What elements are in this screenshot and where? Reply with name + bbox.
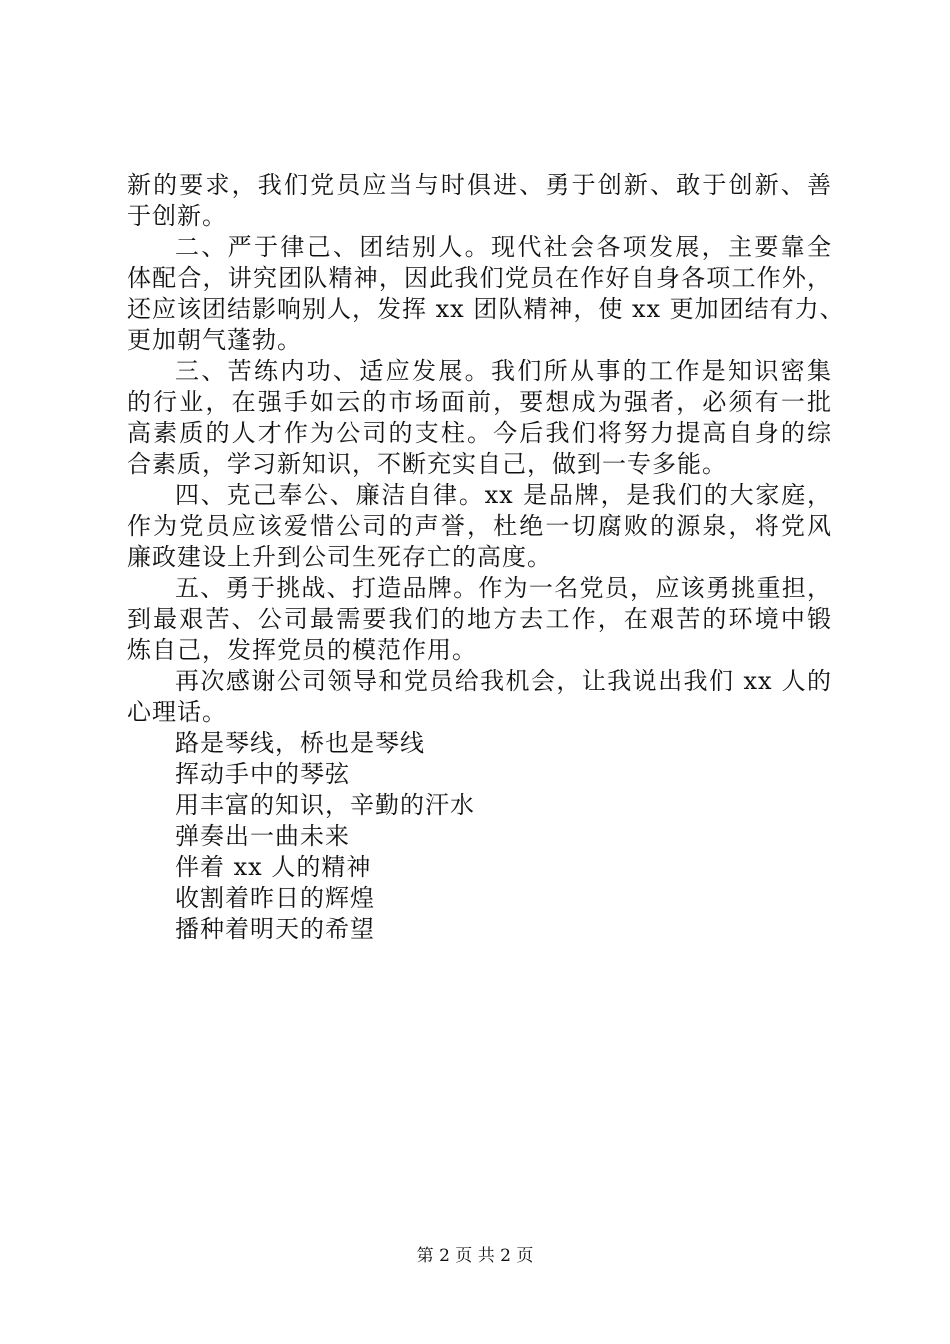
paragraph-line: 再次感谢公司领导和党员给我机会，让我说出我们 xx 人的 [175, 667, 832, 695]
paragraph-line: 心理话。 [127, 698, 227, 726]
paragraph-line: 作为党员应该爱惜公司的声誉，杜绝一切腐败的源泉，将党风 [127, 512, 832, 540]
paragraph-line: 二、严于律己、团结别人。现代社会各项发展，主要靠全 [175, 233, 832, 261]
paragraph-line: 四、克己奉公、廉洁自律。xx 是品牌，是我们的大家庭， [175, 481, 832, 509]
poem-line: 用丰富的知识，辛勤的汗水 [175, 791, 475, 819]
paragraph-line: 三、苦练内功、适应发展。我们所从事的工作是知识密集 [175, 357, 832, 385]
poem-line: 弹奏出一曲未来 [175, 822, 350, 850]
paragraph-line: 体配合，讲究团队精神，因此我们党员在作好自身各项工作外， [127, 264, 832, 292]
paragraph-line: 炼自己，发挥党员的模范作用。 [127, 636, 477, 664]
paragraph-line: 五、勇于挑战、打造品牌。作为一名党员，应该勇挑重担， [175, 574, 832, 602]
page-number-footer: 第 2 页 共 2 页 [416, 1246, 534, 1266]
paragraph-line: 还应该团结影响别人，发挥 xx 团队精神，使 xx 更加团结有力、 [127, 295, 845, 323]
document-body [127, 170, 845, 945]
paragraph-line: 到最艰苦、公司最需要我们的地方去工作，在艰苦的环境中锻 [127, 605, 832, 633]
poem-line: 伴着 xx 人的精神 [175, 853, 372, 881]
paragraph-line: 廉政建设上升到公司生死存亡的高度。 [127, 543, 552, 571]
poem-line: 路是琴线，桥也是琴线 [175, 729, 425, 757]
poem-line: 播种着明天的希望 [175, 915, 375, 943]
paragraph-line: 于创新。 [127, 202, 227, 230]
poem-line: 挥动手中的琴弦 [175, 760, 350, 788]
paragraph-line: 的行业，在强手如云的市场面前，要想成为强者，必须有一批 [127, 388, 832, 416]
paragraph-line: 更加朝气蓬勃。 [127, 326, 302, 354]
poem-line: 收割着昨日的辉煌 [175, 884, 375, 912]
paragraph-line: 高素质的人才作为公司的支柱。今后我们将努力提高自身的综 [127, 419, 832, 447]
paragraph-line: 合素质，学习新知识，不断充实自己，做到一专多能。 [127, 450, 727, 478]
paragraph-line: 新的要求，我们党员应当与时俱进、勇于创新、敢于创新、善 [127, 171, 832, 199]
